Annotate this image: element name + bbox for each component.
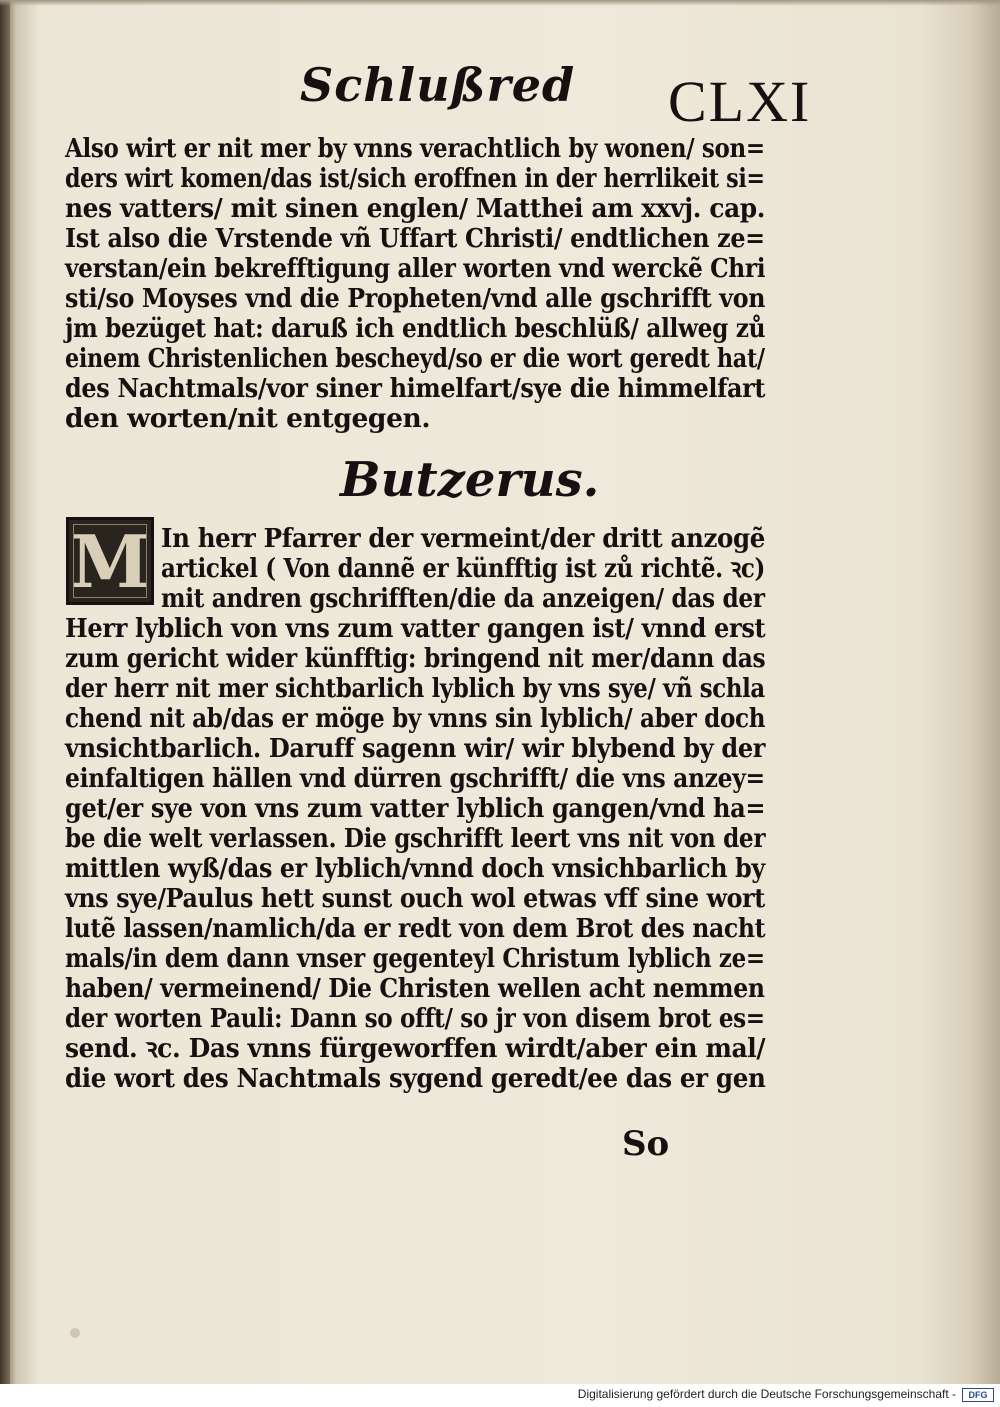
text-line: be die welt verlassen. Die gschrifft leert vns nit von der	[65, 823, 766, 854]
text-line: sti/so Moyses vnd die Propheten/vnd alle gschrifft von	[65, 283, 766, 314]
text-line: den worten/nit entgegen.	[65, 403, 431, 434]
decorated-initial: M	[66, 517, 154, 605]
text-line: des Nachtmals/vor siner himelfart/sye die himmelfart	[65, 373, 766, 404]
funding-credit: Digitalisierung gefördert durch die Deutsche Forschungsgemeinschaft -	[577, 1387, 956, 1401]
text-line: get/er sye von vns zum vatter lyblich gangen/vnd ha=	[65, 793, 766, 824]
text-line: mittlen wyß/das er lyblich/vnnd doch vnsichbarlich by	[65, 853, 765, 884]
section-heading: Butzerus.	[340, 452, 600, 508]
binding-edge	[0, 0, 10, 1384]
text-line: mals/in dem dann vnser gegenteyl Christum lyblich ze=	[65, 943, 765, 974]
folio-number: CLXI	[668, 69, 812, 134]
text-line: einfaltigen hällen vnd dürren gschrifft/ die vns anzey=	[65, 763, 765, 794]
text-line: vnsichtbarlich. Daruff sagenn wir/ wir blybend by der	[65, 733, 766, 764]
text-line: einem Christenlichen bescheyd/so er die wort geredt hat/	[65, 343, 765, 374]
text-line: ders wirt komen/das ist/sich eroffnen in der herrlikeit si=	[65, 163, 765, 194]
text-line: mit andren gschrifften/die da anzeigen/ das der	[161, 583, 765, 614]
paper-stain	[70, 1328, 80, 1338]
running-title: Schlußred	[300, 58, 576, 112]
text-line: send. ꝛc. Das vnns fürgeworffen wirdt/aber ein mal/	[65, 1033, 766, 1064]
text-line: haben/ vermeinend/ Die Christen wellen acht nemmen	[65, 973, 765, 1004]
catchword: So	[622, 1124, 670, 1164]
text-line: artickel ( Von dannẽ er künfftig ist zů richtẽ. ꝛc)	[161, 553, 766, 584]
text-line: verstan/ein bekrefftigung aller worten vnd werckẽ Chri	[65, 253, 766, 284]
text-line: Ist also die Vrstende vñ Uffart Christi/ endtlichen ze=	[65, 223, 765, 254]
text-line: die wort des Nachtmals sygend geredt/ee das er gen	[65, 1063, 766, 1094]
text-line: In herr Pfarrer der vermeint/der dritt anzogẽ	[161, 523, 766, 554]
page-top-edge	[0, 0, 1000, 6]
text-line: nes vatters/ mit sinen englen/ Matthei am xxvj. cap.	[65, 193, 766, 224]
text-line: der herr nit mer sichtbarlich lyblich by vns sye/ vñ schla	[65, 673, 765, 704]
text-line: lutẽ lassen/namlich/da er redt von dem Brot des nacht	[65, 913, 766, 944]
dfg-logo[interactable]: DFG	[962, 1388, 994, 1402]
text-line: chend nit ab/das er möge by vnns sin lyblich/ aber doch	[65, 703, 766, 734]
text-line: jm bezüget hat: daruß ich endtlich beschlüß/ allweg zů	[65, 313, 766, 344]
text-line: der worten Pauli: Dann so offt/ so jr von disem brot es=	[65, 1003, 765, 1034]
text-line: vns sye/Paulus hett sunst ouch wol etwas vff sine wort	[65, 883, 765, 914]
footer-bar	[0, 1384, 1000, 1407]
text-line: Herr lyblich von vns zum vatter gangen ist/ vnnd erst	[65, 613, 766, 644]
text-line: zum gericht wider künfftig: bringend nit mer/dann das	[65, 643, 766, 674]
text-line: Also wirt er nit mer by vnns verachtlich by wonen/ son=	[65, 133, 765, 164]
